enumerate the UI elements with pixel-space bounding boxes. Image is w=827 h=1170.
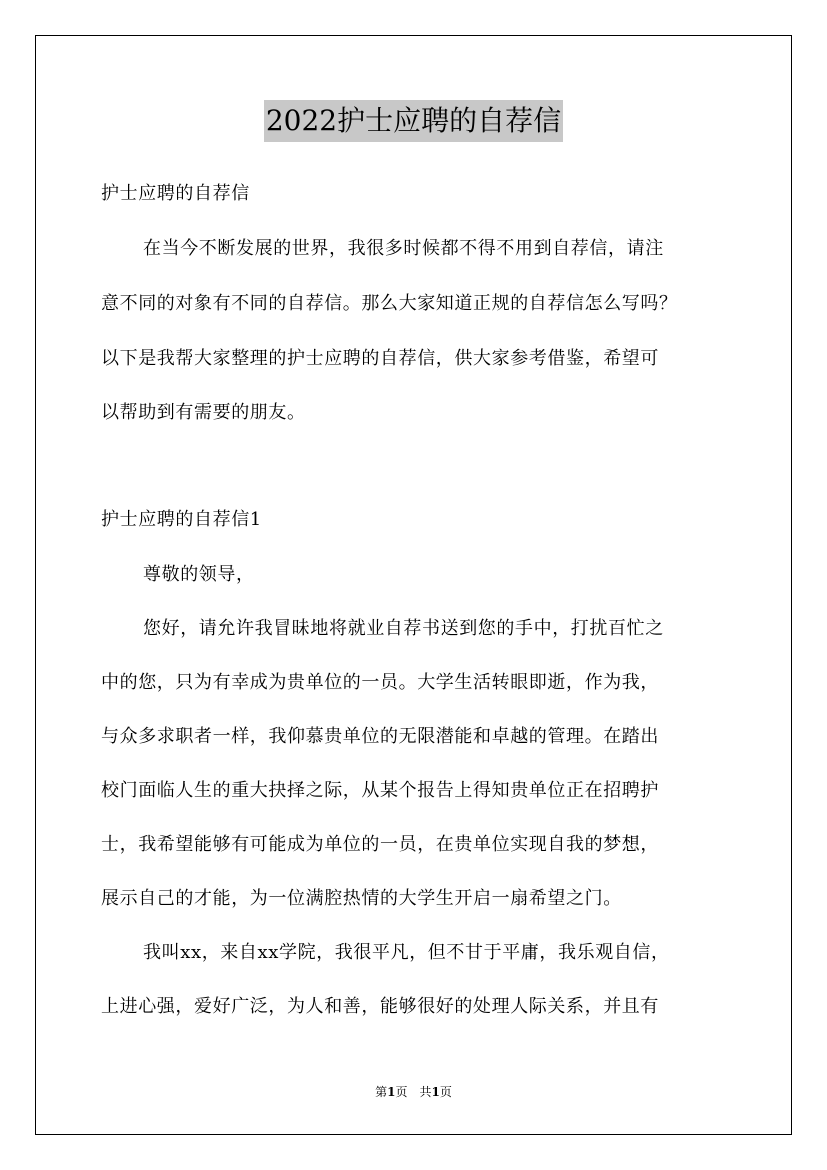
intro-line-2: 意不同的对象有不同的自荐信。那么大家知道正规的自荐信怎么写吗？	[101, 293, 678, 314]
section-heading: 护士应聘的自荐信1	[101, 509, 262, 530]
document-title: 2022护士应聘的自荐信	[264, 100, 563, 142]
paragraph1-line-3: 与众多求职者一样，我仰慕贵单位的无限潜能和卓越的管理。在踏出	[101, 726, 659, 747]
paragraph1-line-6: 展示自己的才能，为一位满腔热情的大学生开启一扇希望之门。	[101, 888, 622, 909]
footer-page-current: 1	[387, 1085, 396, 1099]
footer-suffix: 页	[439, 1085, 452, 1099]
intro-line-3: 以下是我帮大家整理的护士应聘的自荐信，供大家参考借鉴，希望可	[101, 348, 659, 369]
intro-line-1: 在当今不断发展的世界，我很多时候都不得不用到自荐信，请注	[143, 238, 664, 259]
paragraph1-line-5: 士，我希望能够有可能成为单位的一员，在贵单位实现自我的梦想，	[101, 834, 659, 855]
salutation: 尊敬的领导，	[143, 564, 255, 585]
footer-mid: 页 共	[395, 1085, 432, 1099]
footer-page-total: 1	[431, 1085, 440, 1099]
page-footer	[0, 1084, 827, 1100]
title-wrap	[0, 100, 827, 142]
paragraph1-line-2: 中的您，只为有幸成为贵单位的一员。大学生活转眼即逝，作为我，	[101, 672, 659, 693]
paragraph1-line-4: 校门面临人生的重大抉择之际，从某个报告上得知贵单位正在招聘护	[101, 780, 659, 801]
intro-line-4: 以帮助到有需要的朋友。	[101, 402, 306, 423]
paragraph2-line-1: 我叫xx，来自xx学院，我很平凡，但不甘于平庸，我乐观自信，	[143, 942, 670, 963]
footer-prefix: 第	[375, 1085, 388, 1099]
paragraph1-line-1: 您好，请允许我冒昧地将就业自荐书送到您的手中，打扰百忙之	[143, 618, 664, 639]
document-subtitle: 护士应聘的自荐信	[101, 183, 250, 204]
paragraph2-line-2: 上进心强，爱好广泛，为人和善，能够很好的处理人际关系，并且有	[101, 996, 659, 1017]
